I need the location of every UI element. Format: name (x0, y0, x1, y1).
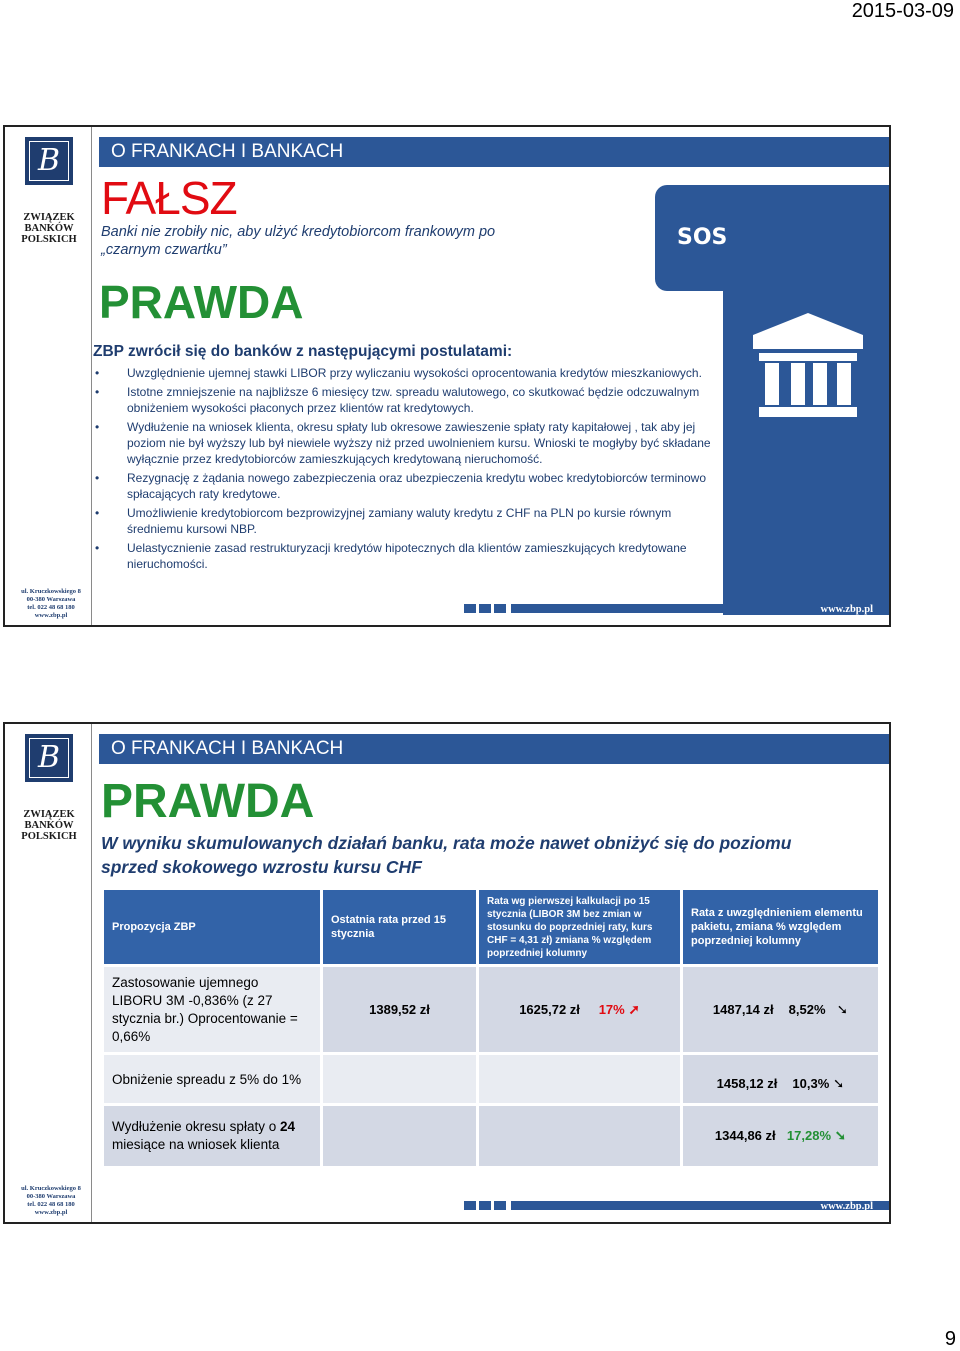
list-item (93, 540, 715, 572)
address (11, 588, 91, 620)
bullet-icon: • (95, 471, 100, 485)
slide-2 (3, 722, 891, 1224)
table-header: Rata z uwzględnieniem elementu pakietu, zmiana % względem poprzedniej kolumny (683, 890, 878, 964)
zbp-logo (25, 734, 73, 782)
arrow-down-icon: ➘ (834, 1128, 847, 1143)
footer-website[interactable]: www.zbp.pl (820, 1201, 873, 1212)
address-line: ul. Kruczkowskiego 8 (21, 1185, 81, 1192)
page-number: 9 (944, 1328, 956, 1350)
footer-square (479, 604, 491, 613)
arrow-up-icon: ➚ (628, 1001, 640, 1017)
bullet-icon: • (95, 420, 100, 434)
org-name (13, 212, 85, 245)
address-line: tel. 022 48 68 180 (27, 604, 75, 611)
row-label-suffix: miesiące na wniosek klienta (112, 1137, 280, 1152)
footer-square (494, 1201, 506, 1210)
table-cell (323, 1106, 476, 1166)
left-sidebar (5, 724, 92, 1222)
slide-1 (3, 125, 891, 627)
footer-squares (464, 604, 506, 613)
postulate-text: Wydłużenie na wniosek klienta, okresu spłaty lub okresowe zawieszenie spłaty raty kapitałowej , tak aby jej poziom nie był wyższy lub był niewiele wyższy niż przed uwolnieniem kursu. Wnioski te mogłyby być składane wyłącznie przez kredytobiorców zamieszkujących kredytowaną nieruchomość. (127, 420, 711, 466)
list-item (93, 419, 715, 467)
bullet-icon: • (95, 506, 100, 520)
org-line-2: BANKÓW (24, 223, 74, 234)
row-label (104, 1106, 320, 1166)
list-item (93, 365, 715, 381)
list-item (93, 470, 715, 502)
package-change: 17,28% (786, 1128, 831, 1143)
postulate-text: Istotne zmniejszenie na najbliższe 6 miesięcy tzw. spreadu walutowego, co skutkować będzie odczuwalnym obniżeniem wysokości płaconych przez klientów rat kredytowych. (127, 385, 700, 415)
bullet-icon: • (95, 366, 100, 380)
org-line-1: ZWIĄZEK (23, 212, 75, 223)
table-cell (683, 967, 878, 1052)
package-rate-value: 1344,86 zł (714, 1128, 776, 1143)
bank-building-icon (751, 313, 865, 433)
table-row (104, 1055, 878, 1103)
last-rate-value: 1389,52 zł (369, 1002, 430, 1017)
address-line: www.zbp.pl (34, 1209, 68, 1216)
address-line: tel. 022 48 68 180 (27, 1201, 75, 1208)
address-line: ul. Kruczkowskiego 8 (21, 588, 81, 595)
address (11, 1185, 91, 1217)
table-row (104, 967, 878, 1052)
package-rate-value: 1458,12 zł (716, 1076, 778, 1091)
org-line-3: POLSKICH (21, 234, 77, 245)
slide-header: O FRANKACH I BANKACH (99, 734, 891, 764)
address-line: www.zbp.pl (34, 612, 68, 619)
postulate-text: Umożliwienie kredytobiorcom bezprowizyjnej zamiany waluty kredytu z CHF na PLN po kursie równym średniemu kursowi NBP. (127, 506, 672, 536)
sos-tab (655, 185, 891, 291)
first-calc-change: 17% (598, 1001, 625, 1017)
arrow-down-icon: ➘ (836, 1001, 849, 1017)
table-row (104, 1106, 878, 1166)
row-label: Zastosowanie ujemnego LIBORU 3M -0,836% (z 27 stycznia br.) Oprocentowanie = 0,66% (104, 967, 320, 1052)
footer-square (494, 604, 506, 613)
table-cell (683, 1106, 878, 1166)
org-line-2: BANKÓW (24, 820, 74, 831)
org-line-3: POLSKICH (21, 831, 77, 842)
postulate-text: Uelastycznienie zasad restrukturyzacji kredytów hipotecznych dla klientów zamieszkujących kredytowane nieruchomości. (127, 541, 687, 571)
table-cell (683, 1055, 878, 1103)
sos-label: SOS (677, 225, 728, 250)
logo-letter: B (29, 738, 69, 778)
package-rate-value: 1487,14 zł (712, 1001, 774, 1017)
page-date: 2015-03-09 (851, 0, 954, 22)
falsz-text: Banki nie zrobiły nic, aby ulżyć kredytobiorcom frankowym po „czarnym czwartku” (101, 224, 496, 258)
package-change: 10,3% (792, 1076, 830, 1091)
list-item (93, 505, 715, 537)
left-sidebar (5, 127, 92, 625)
bullet-icon: • (95, 385, 100, 399)
row-label-number: 24 (279, 1119, 295, 1134)
postulate-text: Uwzględnienie ujemnej stawki LIBOR przy wyliczaniu wysokości oprocentowania kredytów mieszkaniowych. (127, 366, 702, 380)
footer-squares (464, 1201, 506, 1210)
prawda-heading: PRAWDA (99, 276, 304, 328)
first-calc-value: 1625,72 zł (519, 1001, 580, 1017)
bullet-icon: • (95, 541, 100, 555)
package-change: 8,52% (788, 1001, 826, 1017)
table-cell (479, 967, 680, 1052)
postulates-list (93, 365, 715, 575)
row-label: Obniżenie spreadu z 5% do 1% (104, 1055, 320, 1103)
footer-square (479, 1201, 491, 1210)
slide-subtitle: W wyniku skumulowanych działań banku, rata może nawet obniżyć się do poziomu sprzed skokowego wzrostu kursu CHF (101, 833, 792, 877)
org-line-1: ZWIĄZEK (23, 809, 75, 820)
arrow-down-icon: ➘ (833, 1076, 845, 1091)
footer-square (464, 604, 476, 613)
table-cell (323, 967, 476, 1052)
table-cell (323, 1055, 476, 1103)
zbp-logo (25, 137, 73, 185)
postulate-text: Rezygnację z żądania nowego zabezpieczenia oraz ubezpieczenia kredytu wobec kredytobiorców terminowo spłacających raty kredytowe. (127, 471, 706, 501)
postulates-title: ZBP zwrócił się do banków z następującymi postulatami: (93, 343, 513, 360)
table-cell (479, 1055, 680, 1103)
table-header: Rata wg pierwszej kalkulacji po 15 stycznia (LIBOR 3M bez zmian w stosunku do poprzedniej raty, kurs CHF = 4,31 zł) zmiana % względem poprzedniej kolumny (479, 890, 680, 964)
address-line: 00-380 Warszawa (26, 1193, 76, 1200)
logo-letter: B (29, 141, 69, 181)
address-line: 00-380 Warszawa (26, 596, 76, 603)
prawda-heading: PRAWDA (101, 775, 315, 828)
table-cell (479, 1106, 680, 1166)
slide-header: O FRANKACH I BANKACH (99, 137, 891, 167)
list-item (93, 384, 715, 416)
falsz-heading: FAŁSZ (101, 172, 237, 224)
table-header: Ostatnia rata przed 15 stycznia (323, 890, 476, 964)
table-header-row (104, 890, 878, 964)
org-name (13, 809, 85, 842)
table-header: Propozycja ZBP (104, 890, 320, 964)
proposal-table (101, 887, 881, 1169)
footer-website[interactable]: www.zbp.pl (820, 604, 873, 615)
footer-square (464, 1201, 476, 1210)
row-label-prefix: Wydłużenie okresu spłaty o (112, 1119, 280, 1134)
